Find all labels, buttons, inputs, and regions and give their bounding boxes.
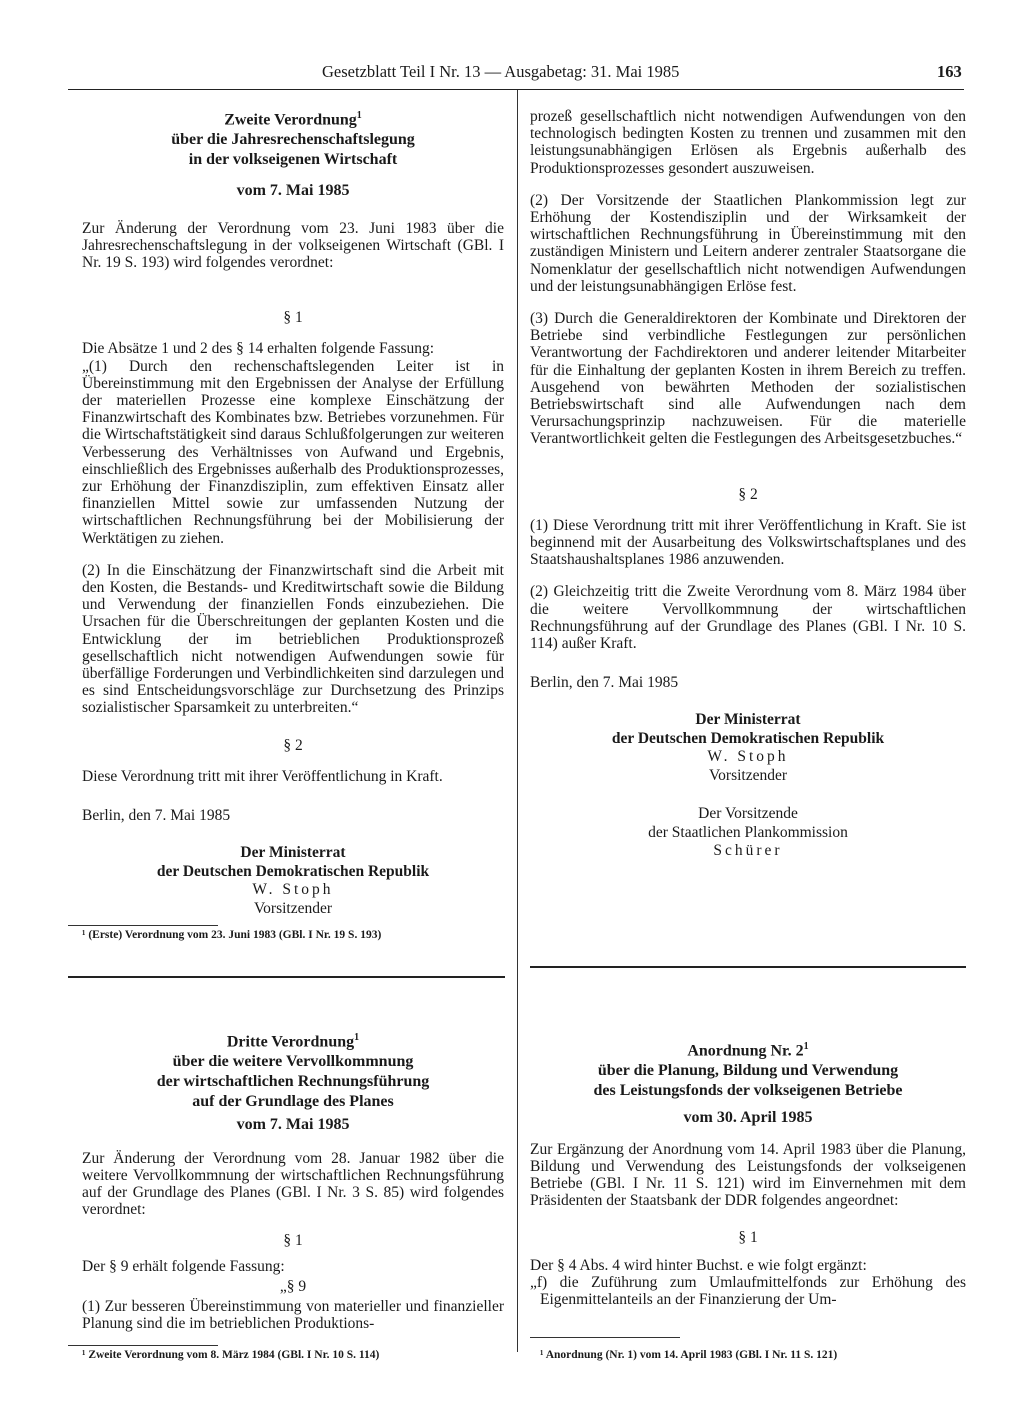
paragraph: (2) In die Einschätzung der Finanzwirtschaft sind die Arbeit mit den Kosten, die Bestands- und Kreditwirtschaft sowie die Bildung und Verwendung der finanziellen Fonds einzubeziehen. Die Ursachen für die Überschreitungen der geplanten Kosten und die Entwicklung der im betrieblichen Produktionsprozeß gesellschaftlich nicht notwendigen Aufwendungen sowie für überfällige Forderungen und Verbindlichkeiten sind darzulegen und es sind Entscheidungsvorschläge zur Durchsetzung des Prinzips sozialistischer Sparsamkeit zu unterbreiten.“ bbox=[82, 561, 504, 717]
decree-date: vom 7. Mai 1985 bbox=[236, 1116, 350, 1134]
title-line: über die weitere Vervollkommnung bbox=[172, 1053, 414, 1071]
place-date: Berlin, den 7. Mai 1985 bbox=[82, 807, 231, 825]
section-heading: § 1 bbox=[283, 309, 303, 327]
title-line: Zweite Verordnung bbox=[224, 111, 357, 129]
section-lead: Der § 4 Abs. 4 wird hinter Buchst. e wie folgt ergänzt: bbox=[530, 1256, 867, 1274]
paragraph: (1) Diese Verordnung tritt mit ihrer Veröffentlichung in Kraft. Sie ist beginnend mit der Ausarbeitung des Volkswirtschaftsplanes und des Staatshaushaltsplanes 1986 anzuwenden. bbox=[530, 516, 966, 569]
paragraph: (3) Durch die Generaldirektoren der Kombinate und Direktoren der Betriebe sind verbindliche Festlegungen zur persönlichen Verantwortung der Fachdirektoren und anderer leitender Mitarbeiter für die Einhaltung der geplanten Kosten in ihrem Bereich zu treffen. Ausgehend von bewährten Methoden der sozialistischen Betriebswirtschaft sind alle Aufwendungen nach dem Verursachungsprinzip nachzuweisen. Für die materielle Verantwortlichkeit gelten die Festlegungen des Arbeitsgesetzbuches.“ bbox=[530, 310, 966, 448]
quoted-section-heading: „§ 9 bbox=[279, 1277, 307, 1295]
title-line: Anordnung Nr. 2 bbox=[687, 1042, 804, 1060]
column-divider bbox=[517, 90, 518, 1352]
header-rule bbox=[68, 89, 964, 90]
place-date: Berlin, den 7. Mai 1985 bbox=[530, 674, 679, 692]
paragraph: (2) Der Vorsitzende der Staatlichen Plankommission legt zur Erhöhung der Kostendisziplin und der Wirksamkeit der wirtschaftlichen Rechnungsführung in Übereinstimmung mit den zuständigen Ministern und Leitern anderer zentraler Staatsorgane die Nomenklatur der gesellschaftlich nicht notwendigen Aufwendungen und der leistungsunabhängigen Erlöse fest. bbox=[530, 191, 966, 295]
signature-block bbox=[82, 844, 504, 918]
footnote: ¹ Anordnung (Nr. 1) vom 14. April 1983 (GBl. I Nr. 11 S. 121) bbox=[540, 1349, 838, 1361]
title-line: der wirtschaftlichen Rechnungsführung bbox=[156, 1073, 430, 1091]
paragraph: (2) Gleichzeitig tritt die Zweite Verordnung vom 8. März 1984 über die weitere Vervollkommnung der wirtschaftlichen Rechnungsführung auf der Grundlage des Planes (GBl. I Nr. 10 S. 114) außer Kraft. bbox=[530, 583, 966, 653]
signature-org: der Deutschen Demokratischen Republik bbox=[611, 729, 885, 747]
intro-paragraph: Zur Änderung der Verordnung vom 23. Juni 1983 über die Jahresrechenschaftslegung in der volkseigenen Wirtschaft (GBl. I Nr. 19 S. 193) wird folgendes verordnet: bbox=[82, 219, 504, 271]
signature-org: Der Ministerrat bbox=[695, 711, 801, 729]
signature-org: der Deutschen Demokratischen Republik bbox=[156, 862, 430, 880]
section-separator bbox=[68, 976, 505, 978]
order-title bbox=[530, 1037, 966, 1101]
section-separator bbox=[530, 966, 966, 968]
section-lead: Die Absätze 1 und 2 des § 14 erhalten folgende Fassung: bbox=[82, 340, 435, 358]
decree-title bbox=[82, 1028, 504, 1112]
section-heading: § 2 bbox=[738, 485, 758, 503]
signature-org: der Staatlichen Plankommission bbox=[648, 823, 848, 841]
section-lead: Der § 9 erhält folgende Fassung: bbox=[82, 1257, 285, 1275]
section-heading: § 2 bbox=[283, 736, 303, 754]
title-line: in der volkseigenen Wirtschaft bbox=[188, 151, 398, 169]
page-header bbox=[0, 62, 1024, 86]
intro-paragraph: Zur Änderung der Verordnung vom 28. Januar 1982 über die weitere Vervollkommnung der wirtschaftlichen Rechnungsführung auf der Grundlage des Planes (GBl. I Nr. 3 S. 85) wird folgendes verordnet: bbox=[82, 1149, 504, 1219]
left-bottom-decree bbox=[82, 1028, 504, 1332]
footnote-marker: 1 bbox=[803, 1041, 809, 1052]
signature-name: W. Stoph bbox=[707, 748, 789, 766]
footnote-rule bbox=[68, 925, 218, 926]
section-heading: § 1 bbox=[283, 1232, 303, 1250]
signature-role: Vorsitzender bbox=[708, 766, 788, 784]
signature-org: Der Ministerrat bbox=[240, 844, 346, 862]
order-date: vom 30. April 1985 bbox=[683, 1109, 813, 1127]
title-line: über die Jahresrechenschaftslegung bbox=[171, 131, 415, 149]
footnote-marker: 1 bbox=[356, 110, 362, 121]
decree-date: vom 7. Mai 1985 bbox=[236, 182, 350, 200]
paragraph: Diese Verordnung tritt mit ihrer Veröffentlichung in Kraft. bbox=[82, 767, 443, 785]
signature-name: Schürer bbox=[713, 842, 783, 860]
right-top-decree-continued bbox=[530, 108, 966, 861]
paragraph: prozeß gesellschaftlich nicht notwendigen Aufwendungen von den technologisch bedingten Kosten zu trennen und zusammen mit den leistungsunabhängigen Erlösen als Ergebnis außerhalb des Produktionsprozesses gesondert auszuweisen. bbox=[530, 108, 966, 177]
section-heading: § 1 bbox=[738, 1229, 758, 1247]
decree-title bbox=[82, 106, 504, 170]
header-title: Gesetzblatt Teil I Nr. 13 — Ausgabetag: 31. Mai 1985 bbox=[322, 62, 680, 81]
title-line: über die Planung, Bildung und Verwendung bbox=[597, 1062, 899, 1080]
intro-paragraph: Zur Ergänzung der Anordnung vom 14. April 1983 über die Planung, Bildung und Verwendung des Leistungsfonds der volkseigenen Betriebe (GBl. I Nr. 11 S. 121) wird im Einvernehmen mit dem Präsidenten der Staatsbank der DDR folgendes angeordnet: bbox=[530, 1140, 966, 1210]
title-line: Dritte Verordnung bbox=[226, 1033, 355, 1051]
footnote-rule bbox=[68, 1345, 218, 1346]
right-bottom-order bbox=[530, 1037, 966, 1308]
list-item: „f) die Zuführung zum Umlaufmittelfonds zur Erhöhung des Eigenmittelanteils an der Finanzierung der Um- bbox=[530, 1273, 966, 1308]
footnote: ¹ (Erste) Verordnung vom 23. Juni 1983 (GBl. I Nr. 19 S. 193) bbox=[82, 929, 382, 941]
title-line: auf der Grundlage des Planes bbox=[192, 1093, 394, 1111]
paragraph: (1) Zur besseren Übereinstimmung von materieller und finanzieller Planung sind die im betrieblichen Produktions- bbox=[82, 1297, 504, 1333]
footnote: ¹ Zweite Verordnung vom 8. März 1984 (GBl. I Nr. 10 S. 114) bbox=[82, 1349, 380, 1361]
footnote-marker: 1 bbox=[354, 1032, 360, 1043]
title-line: des Leistungsfonds der volkseigenen Betriebe bbox=[593, 1082, 903, 1100]
footnote-rule bbox=[530, 1337, 680, 1338]
signature-name: W. Stoph bbox=[252, 881, 334, 899]
paragraph: „(1) Durch den rechenschaftslegenden Leiter ist in Übereinstimmung mit den Ergebnissen der Analyse der Erfüllung der materiellen Prozesse eine komplexe Einschätzung der Finanzwirtschaft des Kombinates bzw. Betriebes vorzunehmen. Für die Wirtschaftstätigkeit sind daraus Schlußfolgerungen zur weiteren Verbesserung des Verhältnisses von Aufwand und Ergebnis, einschließlich des Ergebnisses außerhalb des Produktionsprozesses, zur Erhöhung der Finanzdisziplin, zum effektiven Einsatz aller finanziellen Mittel sowie zur umfassenden Nutzung der wirtschaftlichen Rechnungsführung bei der Mobilisierung der Werktätigen zu ziehen. bbox=[82, 357, 504, 547]
signature-title: Der Vorsitzende bbox=[698, 805, 798, 823]
left-top-decree bbox=[82, 106, 504, 918]
signature-block bbox=[530, 711, 966, 861]
page-number: 163 bbox=[937, 62, 962, 81]
signature-role: Vorsitzender bbox=[253, 899, 333, 917]
